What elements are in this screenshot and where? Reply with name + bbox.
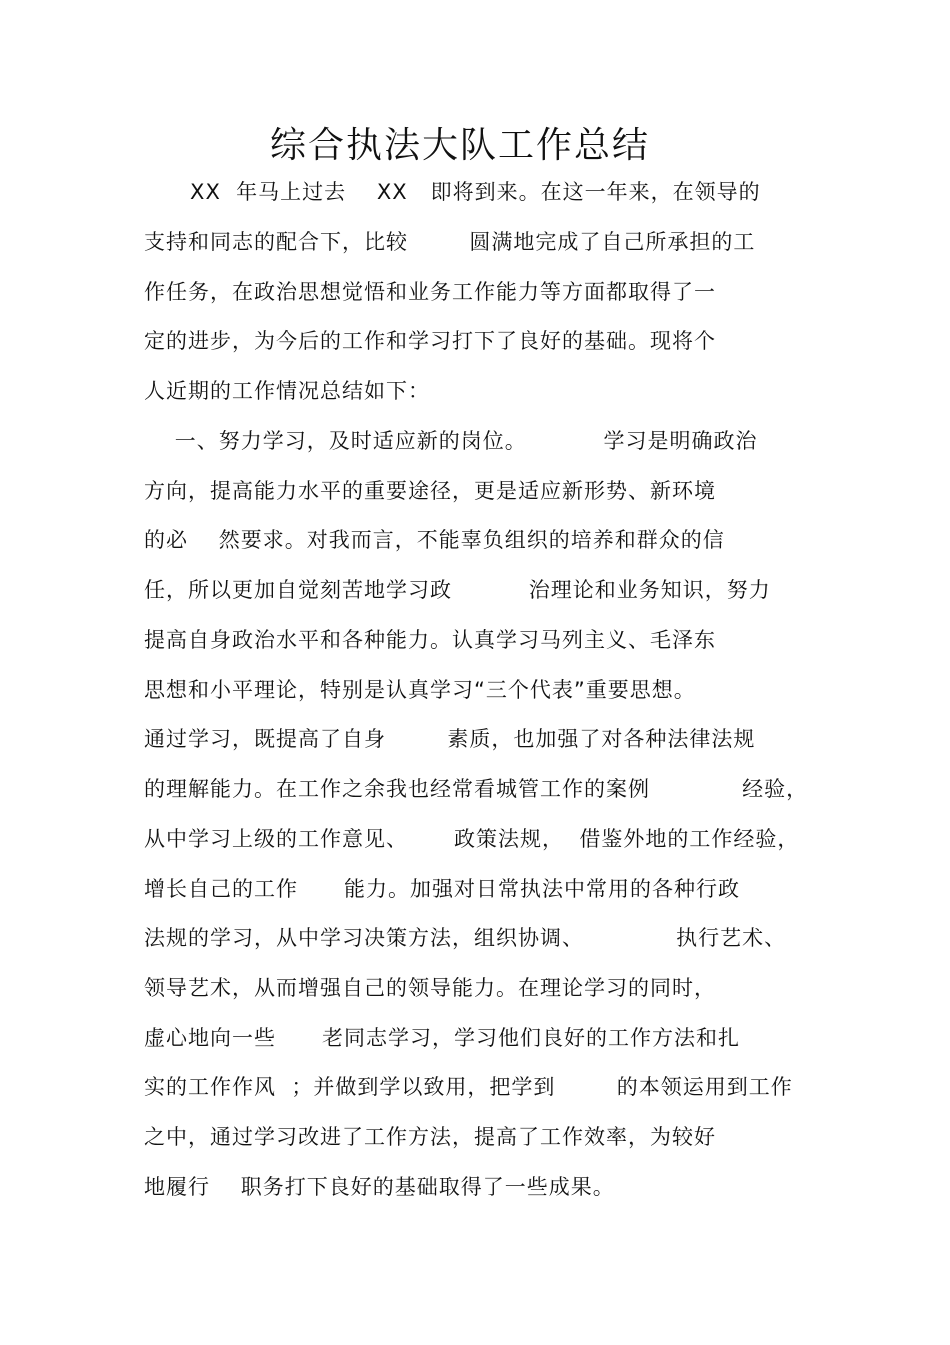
paragraph-line: 方向，提高能力水平的重要途径，更是适应新形势、新环境 — [144, 479, 716, 503]
paragraph-line: 提高自身政治水平和各种能力。认真学习马列主义、毛泽东 — [144, 628, 716, 652]
paragraph-line: 一、努力学习，及时适应新的岗位。 学习是明确政治 — [144, 429, 758, 453]
paragraph-line: 实的工作作风 ；并做到学以致用，把学到 的本领运用到工作 — [144, 1075, 793, 1099]
paragraph-line: 之中，通过学习改进了工作方法，提高了工作效率，为较好 — [144, 1125, 716, 1149]
paragraph-line: 增长自己的工作 能力。加强对日常执法中常用的各种行政 — [144, 877, 741, 901]
paragraph-line: 任，所以更加自觉刻苦地学习政 治理论和业务知识，努力 — [144, 578, 771, 602]
paragraph-line: 从中学习上级的工作意见、 政策法规， 借鉴外地的工作经验， — [144, 827, 800, 851]
paragraph-line: 虚心地向一些 老同志学习，学习他们良好的工作方法和扎 — [144, 1026, 741, 1050]
paragraph-line: 思想和小平理论，特别是认真学习“三个代表”重要思想。 — [144, 678, 696, 702]
paragraph-line: 支持和同志的配合下，比较 圆满地完成了自己所承担的工 — [144, 230, 756, 254]
paragraph-line: 人近期的工作情况总结如下： — [144, 379, 430, 403]
paragraph-line: XX 年马上过去 XX 即将到来。在这一年来，在领导的 — [144, 180, 761, 204]
paragraph-line: 作任务，在政治思想觉悟和业务工作能力等方面都取得了一 — [144, 280, 716, 304]
paragraph-line: 领导艺术，从而增强自己的领导能力。在理论学习的同时， — [144, 976, 716, 1000]
paragraph-line: 的理解能力。在工作之余我也经常看城管工作的案例 经验， — [144, 777, 809, 801]
paragraph-line: 的必 然要求。对我而言，不能辜负组织的培养和群众的信 — [144, 528, 725, 552]
paragraph-line: 定的进步，为今后的工作和学习打下了良好的基础。现将个 — [144, 329, 716, 353]
paragraph-line: 法规的学习，从中学习决策方法，组织协调、 执行艺术、 — [144, 926, 787, 950]
paragraph-line: 通过学习，既提高了自身 素质，也加强了对各种法律法规 — [144, 727, 756, 751]
paragraph-line: 地履行 职务打下良好的基础取得了一些成果。 — [144, 1175, 615, 1199]
document-title: 综合执法大队工作总结 — [269, 125, 650, 166]
